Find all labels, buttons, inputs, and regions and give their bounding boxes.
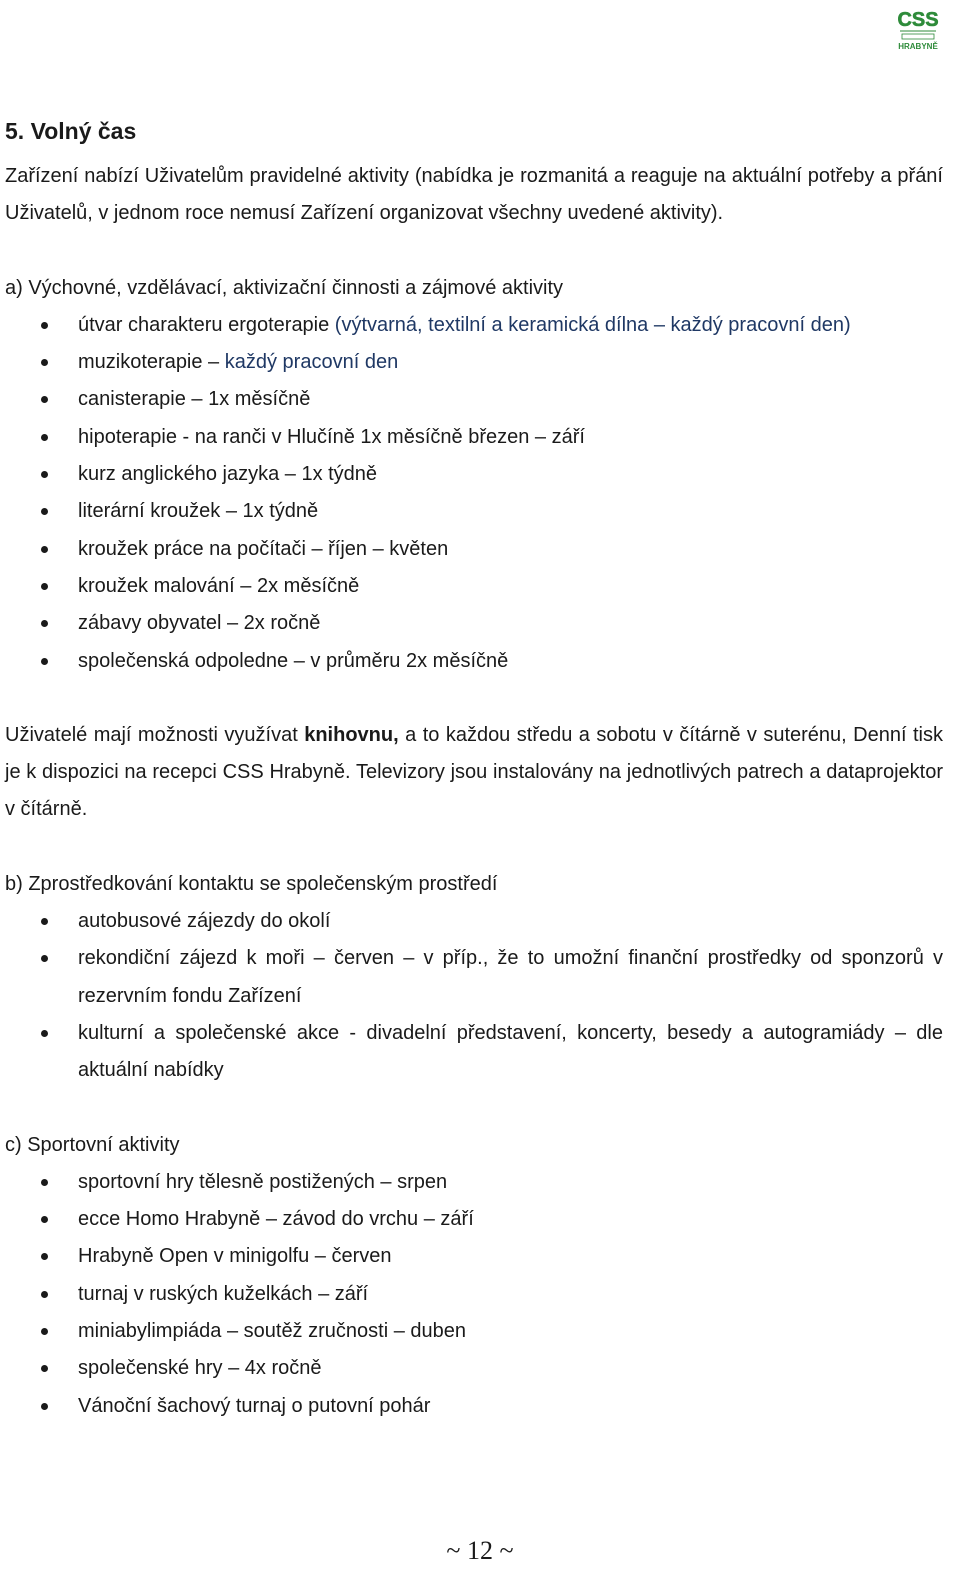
list-item (5, 568, 943, 605)
bullet-icon (41, 1216, 48, 1223)
list-item (5, 531, 943, 568)
list-item-text: kurz anglického jazyka – 1x týdně (78, 463, 378, 486)
list-item (5, 1313, 943, 1350)
css-hrabyne-logo (894, 4, 942, 52)
list-item (5, 493, 943, 530)
intro-paragraph: Zařízení nabízí Uživatelům pravidelné aktivity (nabídka je rozmanitá a reaguje na aktuální potřeby a přání Uživatelů, v jednom roce nemusí Zařízení organizovat všechny uvedené aktivity). (5, 165, 943, 225)
bullet-icon (41, 918, 48, 925)
section-a-list (5, 307, 943, 680)
bullet-icon (41, 1403, 48, 1410)
bullet-icon (41, 1030, 48, 1037)
list-item (5, 605, 943, 642)
list-item-text: kulturní a společenské akce - divadelní představení, koncerty, besedy a autogramiády – dle aktuální nabídky (78, 1021, 943, 1082)
bullet-icon (41, 1291, 48, 1298)
document-content (5, 112, 943, 1425)
list-item-text: literární kroužek – 1x týdně (78, 500, 319, 523)
section-b-title: b) Zprostředkování kontaktu se společenským prostředí (5, 872, 498, 895)
bullet-icon (41, 508, 48, 515)
list-item (5, 643, 943, 680)
list-item-text: společenská odpoledne – v průměru 2x měsíčně (78, 649, 509, 672)
section-c-title: c) Sportovní aktivity (5, 1133, 180, 1156)
list-item (5, 903, 943, 940)
list-item-text: kroužek práce na počítači – říjen – květen (78, 537, 449, 560)
bullet-icon (41, 1365, 48, 1372)
list-item-text: turnaj v ruských kuželkách – září (78, 1282, 369, 1305)
library-paragraph (5, 717, 943, 829)
list-item (5, 1201, 943, 1238)
list-item-text-highlight: každý pracovní den (224, 351, 399, 374)
section-c-list (5, 1164, 943, 1425)
bullet-icon (41, 359, 48, 366)
section-b-list (5, 903, 943, 1089)
bullet-icon (41, 396, 48, 403)
list-item-text: Hrabyně Open v minigolfu – červen (78, 1245, 392, 1268)
list-item (5, 344, 943, 381)
list-item-text: útvar charakteru ergoterapie (78, 313, 330, 336)
section-heading: 5. Volný čas (5, 118, 137, 144)
list-item-text: sportovní hry tělesně postižených – srpen (78, 1170, 448, 1193)
list-item (5, 1388, 943, 1425)
list-item (5, 1276, 943, 1313)
list-item (5, 307, 943, 344)
list-item-text: canisterapie – 1x měsíčně (78, 388, 311, 411)
bullet-icon (41, 1253, 48, 1260)
list-item (5, 456, 943, 493)
list-item-text: Vánoční šachový turnaj o putovní pohár (78, 1394, 431, 1417)
bullet-icon (41, 955, 48, 962)
list-item-text: miniabylimpiáda – soutěž zručnosti – duben (78, 1320, 466, 1343)
list-item-text: zábavy obyvatel – 2x ročně (78, 612, 321, 635)
bullet-icon (41, 322, 48, 329)
list-item (5, 381, 943, 418)
list-item (5, 1350, 943, 1387)
list-item-text: kroužek malování – 2x měsíčně (78, 574, 360, 597)
list-item (5, 1164, 943, 1201)
bullet-icon (41, 546, 48, 553)
svg-text:CSS: CSS (897, 9, 939, 31)
bullet-icon (41, 620, 48, 627)
list-item (5, 419, 943, 456)
library-text-bold: knihovnu, (304, 723, 399, 746)
list-item-text: hipoterapie - na ranči v Hlučíně 1x měsíčně březen – září (78, 425, 585, 448)
list-item-text-highlight: (výtvarná, textilní a keramická dílna – každý pracovní den) (329, 313, 851, 336)
list-item (5, 1015, 943, 1090)
bullet-icon (41, 583, 48, 590)
library-text-start: Uživatelé mají možnosti využívat (5, 723, 305, 746)
list-item (5, 940, 943, 1015)
bullet-icon (41, 471, 48, 478)
list-item-text: společenské hry – 4x ročně (78, 1357, 322, 1380)
list-item (5, 1238, 943, 1275)
page-number: ~ 12 ~ (446, 1536, 514, 1565)
library-text-end: a to každou středu a sobotu v čítárně v suterénu, Denní tisk je k dispozici na recepci CSS Hrabyně. Televizory jsou instalovány na jednotlivých patrech a dataprojektor v čítárně. (5, 723, 943, 821)
bullet-icon (41, 1328, 48, 1335)
svg-text:HRABYNĚ: HRABYNĚ (898, 42, 938, 51)
list-item-text: rekondiční zájezd k moři – červen – v příp., že to umožní finanční prostředky od sponzorů v rezervním fondu Zařízení (78, 947, 943, 1007)
list-item-text: muzikoterapie – (78, 351, 225, 374)
logo-graphic (894, 4, 942, 52)
bullet-icon (41, 658, 48, 665)
bullet-icon (41, 434, 48, 441)
list-item-text: autobusové zájezdy do okolí (78, 910, 331, 933)
section-a-title: a) Výchovné, vzdělávací, aktivizační činnosti a zájmové aktivity (5, 276, 564, 299)
bullet-icon (41, 1179, 48, 1186)
list-item-text: ecce Homo Hrabyně – závod do vrchu – září (78, 1208, 474, 1231)
